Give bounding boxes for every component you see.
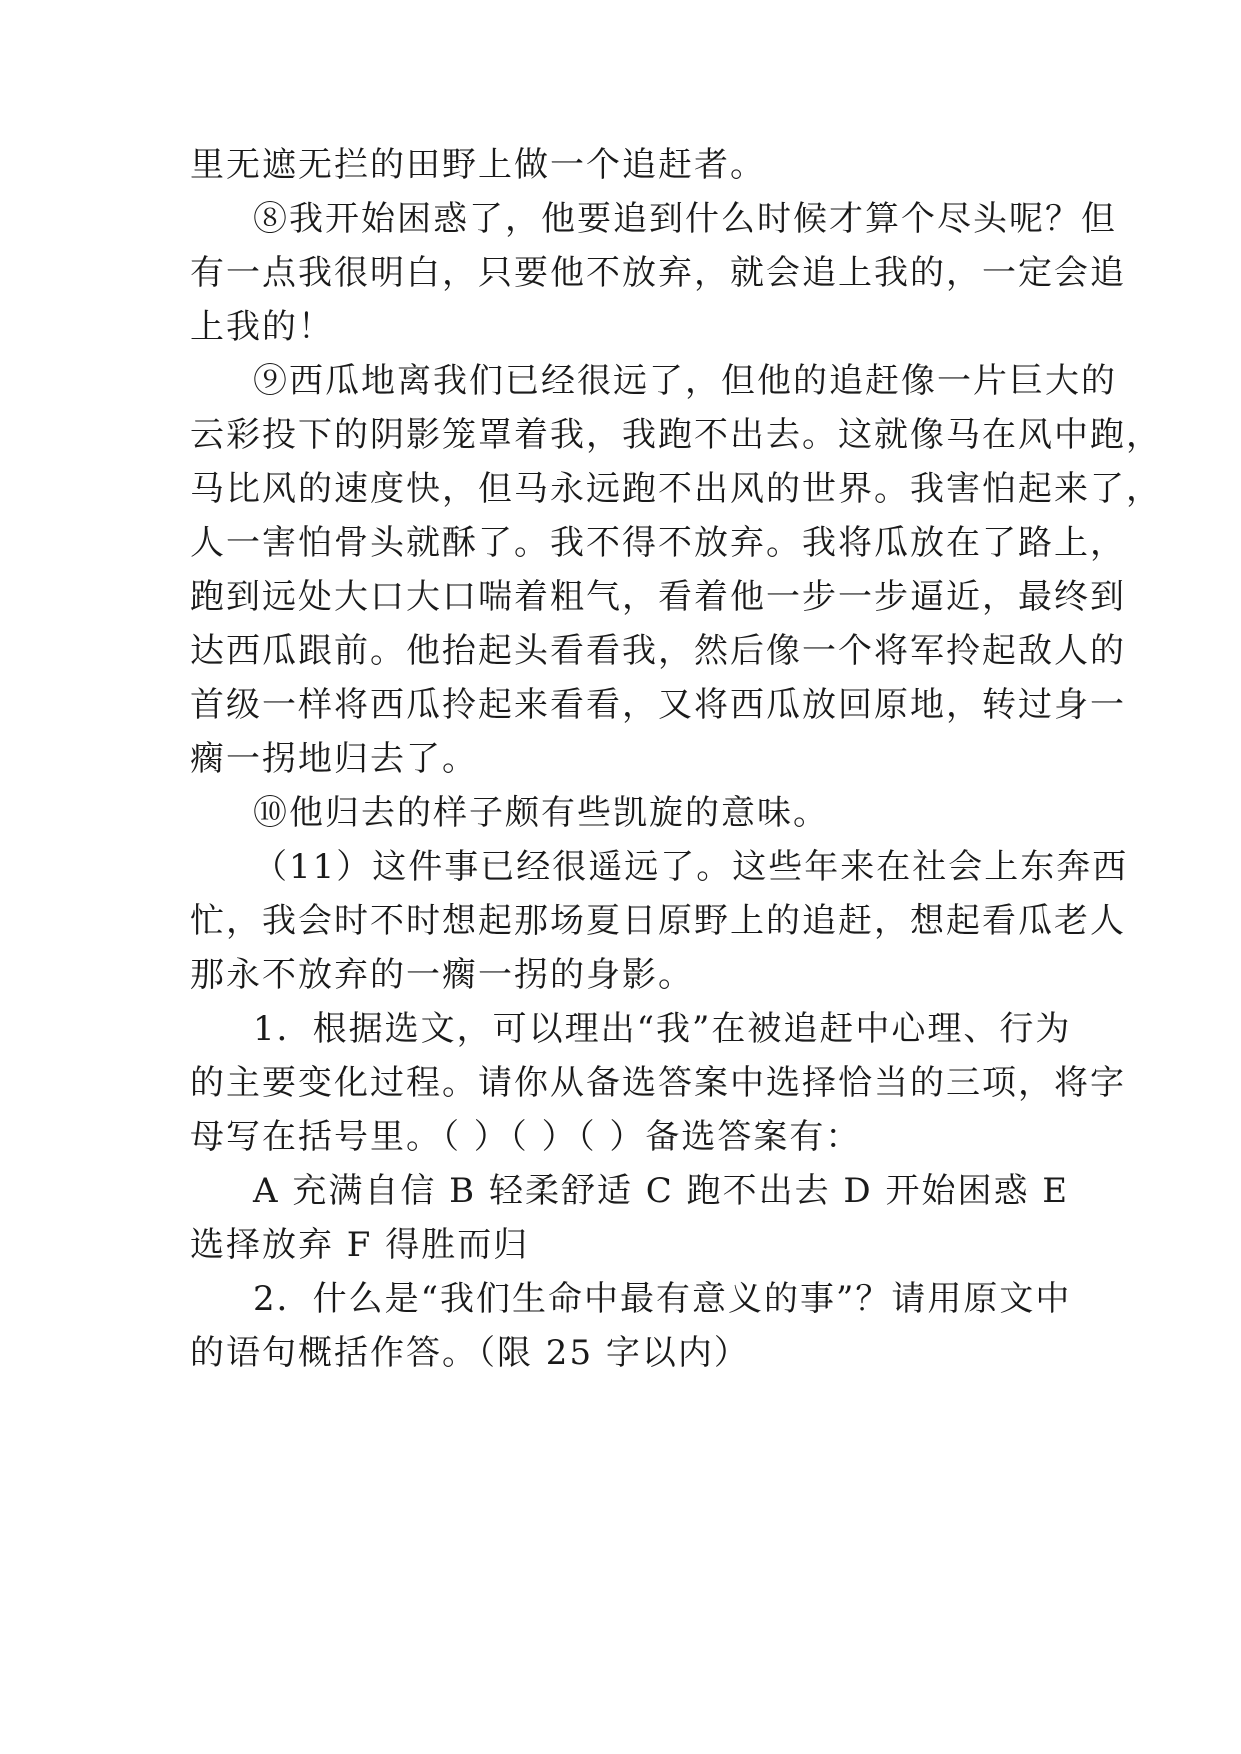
answer-options-line: A 充满自信 B 轻柔舒适 C 跑不出去 D 开始困惑 E [253, 1171, 1070, 1211]
question-1-line: 母写在括号里。（ ）（ ）（ ）备选答案有： [190, 1117, 862, 1157]
paragraph-8-line: 上我的！ [190, 307, 334, 347]
paragraph-8-line: ⑧我开始困惑了，他要追到什么时候才算个尽头呢？但 [253, 199, 1117, 239]
paragraph-11-line: （11）这件事已经很遥远了。这些年来在社会上东奔西 [253, 847, 1129, 887]
paragraph-9-line: 瘸一拐地归去了。 [190, 739, 478, 779]
paragraph-9-line: 达西瓜跟前。他抬起头看看我，然后像一个将军拎起敌人的 [190, 631, 1126, 671]
question-1-line: 1．根据选文，可以理出“我”在被追赶中心理、行为 [253, 1009, 1072, 1049]
paragraph-9-line: 首级一样将西瓜拎起来看看，又将西瓜放回原地，转过身一 [190, 685, 1126, 725]
question-1-line: 的主要变化过程。请你从备选答案中选择恰当的三项，将字 [190, 1063, 1126, 1103]
paragraph-11-line: 那永不放弃的一瘸一拐的身影。 [190, 955, 694, 995]
paragraph-9-line: 马比风的速度快，但马永远跑不出风的世界。我害怕起来了， [190, 469, 1162, 509]
paragraph-11-line: 忙，我会时不时想起那场夏日原野上的追赶，想起看瓜老人 [190, 901, 1126, 941]
question-2-line: 的语句概括作答。（限 25 字以内） [190, 1333, 750, 1373]
paragraph-10-line: ⑩他归去的样子颇有些凯旋的意味。 [253, 793, 829, 833]
paragraph-9-line: ⑨西瓜地离我们已经很远了，但他的追赶像一片巨大的 [253, 361, 1117, 401]
paragraph-9-line: 人一害怕骨头就酥了。我不得不放弃。我将瓜放在了路上， [190, 523, 1126, 563]
paragraph-line: 里无遮无拦的田野上做一个追赶者。 [190, 145, 766, 185]
paragraph-9-line: 跑到远处大口大口喘着粗气，看着他一步一步逼近，最终到 [190, 577, 1126, 617]
paragraph-9-line: 云彩投下的阴影笼罩着我，我跑不出去。这就像马在风中跑， [190, 415, 1162, 455]
paragraph-8-line: 有一点我很明白，只要他不放弃，就会追上我的，一定会追 [190, 253, 1126, 293]
answer-options-line: 选择放弃 F 得胜而归 [190, 1225, 530, 1265]
question-2-line: 2．什么是“我们生命中最有意义的事”？请用原文中 [253, 1279, 1072, 1319]
